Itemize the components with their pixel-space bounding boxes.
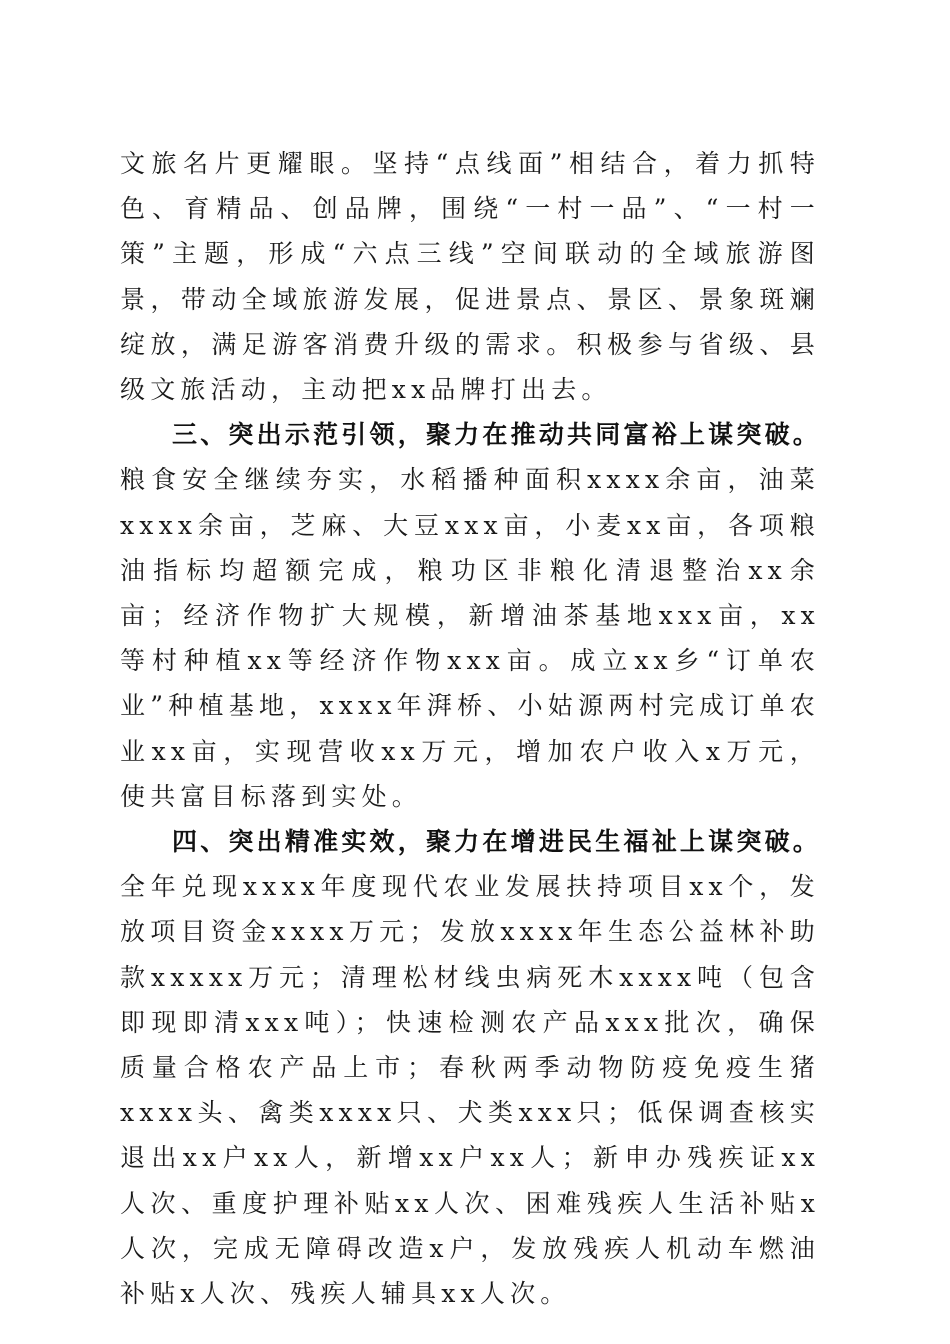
- paragraph-tourism-continuation: [120, 141, 820, 412]
- paragraph-livelihood: [120, 819, 820, 1316]
- paragraph-text: 全年兑现xxxx年度现代农业发展扶持项目xx个，发放项目资金xxxx万元；发放xxxx年生态公益林补助款xxxxx万元；清理松材线虫病死木xxxx吨（包含即现即清xxx吨）；快速检测农产品xxx批次，确保质量合格农产品上市；春秋两季动物防疫免疫生猪xxxx头、禽类xxxx只、犬类xxx只；低保调查核实退出xx户xx人，新增xx户xx人；新申办残疾证xx人次、重度护理补贴xx人次、困难残疾人生活补贴x人次，完成无障碍改造x户，发放残疾人机动车燃油补贴x人次、残疾人辅具xx人次。: [120, 872, 820, 1309]
- paragraph-common-prosperity: [120, 412, 820, 819]
- paragraph-text: 文旅名片更耀眼。坚持“点线面”相结合，着力抓特色、育精品、创品牌，围绕“一村一品”、“一村一策”主题，形成“六点三线”空间联动的全域旅游图景，带动全域旅游发展，促进景点、景区、景象斑斓绽放，满足游客消费升级的需求。积极参与省级、县级文旅活动，主动把xx品牌打出去。: [120, 149, 820, 405]
- document-page: [120, 141, 820, 1316]
- paragraph-text: 粮食安全继续夯实，水稻播种面积xxxx余亩，油菜xxxx余亩，芝麻、大豆xxx亩，小麦xx亩，各项粮油指标均超额完成，粮功区非粮化清退整治xx余亩；经济作物扩大规模，新增油茶基地xxx亩，xx等村种植xx等经济作物xxx亩。成立xx乡“订单农业”种植基地，xxxx年湃桥、小姑源两村完成订单农业xx亩，实现营收xx万元，增加农户收入x万元，使共富目标落到实处。: [120, 465, 820, 811]
- section-heading-3: 三、突出示范引领，聚力在推动共同富裕上谋突破。: [172, 420, 820, 450]
- section-heading-4: 四、突出精准实效，聚力在增进民生福祉上谋突破。: [172, 827, 820, 857]
